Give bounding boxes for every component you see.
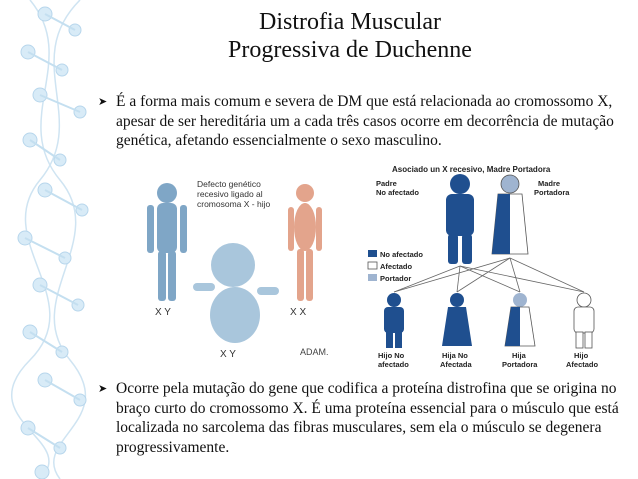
bullet-arrow-icon: ➤ — [98, 383, 108, 395]
fig1-label-line-1: Defecto genético — [197, 179, 261, 189]
pedigree-heading: Asociado un X recesivo, Madre Portadora — [392, 165, 551, 174]
father-genotype: X Y — [155, 307, 171, 318]
child2-label-2: Afectada — [440, 360, 472, 369]
mother-genotype: X X — [290, 307, 307, 318]
legend-carrier-swatch — [368, 274, 377, 281]
bullet-arrow-icon: ➤ — [98, 96, 108, 108]
bullet-paragraph-2: Ocorre pela mutação do gene que codifica a proteína distrofina que se origina no braço curto do cromossomo X. É uma proteína essencial para o músculo que está localizada no sarcolema das fibras musculares, sem ela o músculo se degenera progressivamente. — [116, 380, 619, 456]
legend-affected-swatch — [368, 262, 377, 269]
title-line-2: Progressiva de Duchenne — [228, 37, 472, 63]
child-son-unaffected — [384, 293, 404, 348]
child-genotype: X Y — [220, 349, 236, 360]
mother-label-2: Portadora — [534, 188, 570, 197]
child4-label-1: Hijo — [574, 351, 589, 360]
legend-unaffected: No afectado — [380, 250, 423, 259]
adam-credit: ADAM. — [300, 347, 329, 357]
mother-figure — [288, 184, 322, 301]
father-label-2: No afectado — [376, 188, 419, 197]
child-daughter-carrier — [505, 293, 535, 346]
child1-label-1: Hijo No — [378, 351, 405, 360]
dna-helix-decoration — [0, 0, 110, 479]
fig1-label-line-3: cromosoma X - hijo — [197, 199, 271, 209]
father-figure — [147, 183, 187, 301]
father-label-1: Padre — [376, 179, 397, 188]
bullet-paragraph-1: É a forma mais comum e severa de DM que está relacionada ao cromossomo X, apesar de ser hereditária um a cada três casos ocorre em decorrência de mutação genética, afetando essencialmente o sexo masculino. — [116, 93, 614, 149]
mother-silhouette — [492, 175, 528, 254]
legend-affected: Afectado — [380, 262, 413, 271]
mother-label-1: Madre — [538, 179, 561, 188]
child3-label-1: Hija — [512, 351, 526, 360]
legend-unaffected-swatch — [368, 250, 377, 257]
child-son-affected — [574, 293, 594, 348]
x-linked-pedigree-diagram — [362, 162, 628, 370]
child4-label-2: Afectado — [566, 360, 599, 369]
slide-title — [150, 8, 550, 64]
x-linked-defect-illustration — [145, 175, 355, 363]
child-daughter-unaffected — [442, 293, 472, 346]
fig1-label-line-2: recesivo ligado al — [197, 189, 263, 199]
child3-label-2: Portadora — [502, 360, 538, 369]
title-line-1: Distrofia Muscular — [259, 9, 441, 35]
child1-label-2: afectado — [378, 360, 409, 369]
legend-carrier: Portador — [380, 274, 412, 283]
baby-figure — [193, 243, 279, 343]
child2-label-1: Hija No — [442, 351, 468, 360]
father-silhouette — [446, 174, 474, 264]
